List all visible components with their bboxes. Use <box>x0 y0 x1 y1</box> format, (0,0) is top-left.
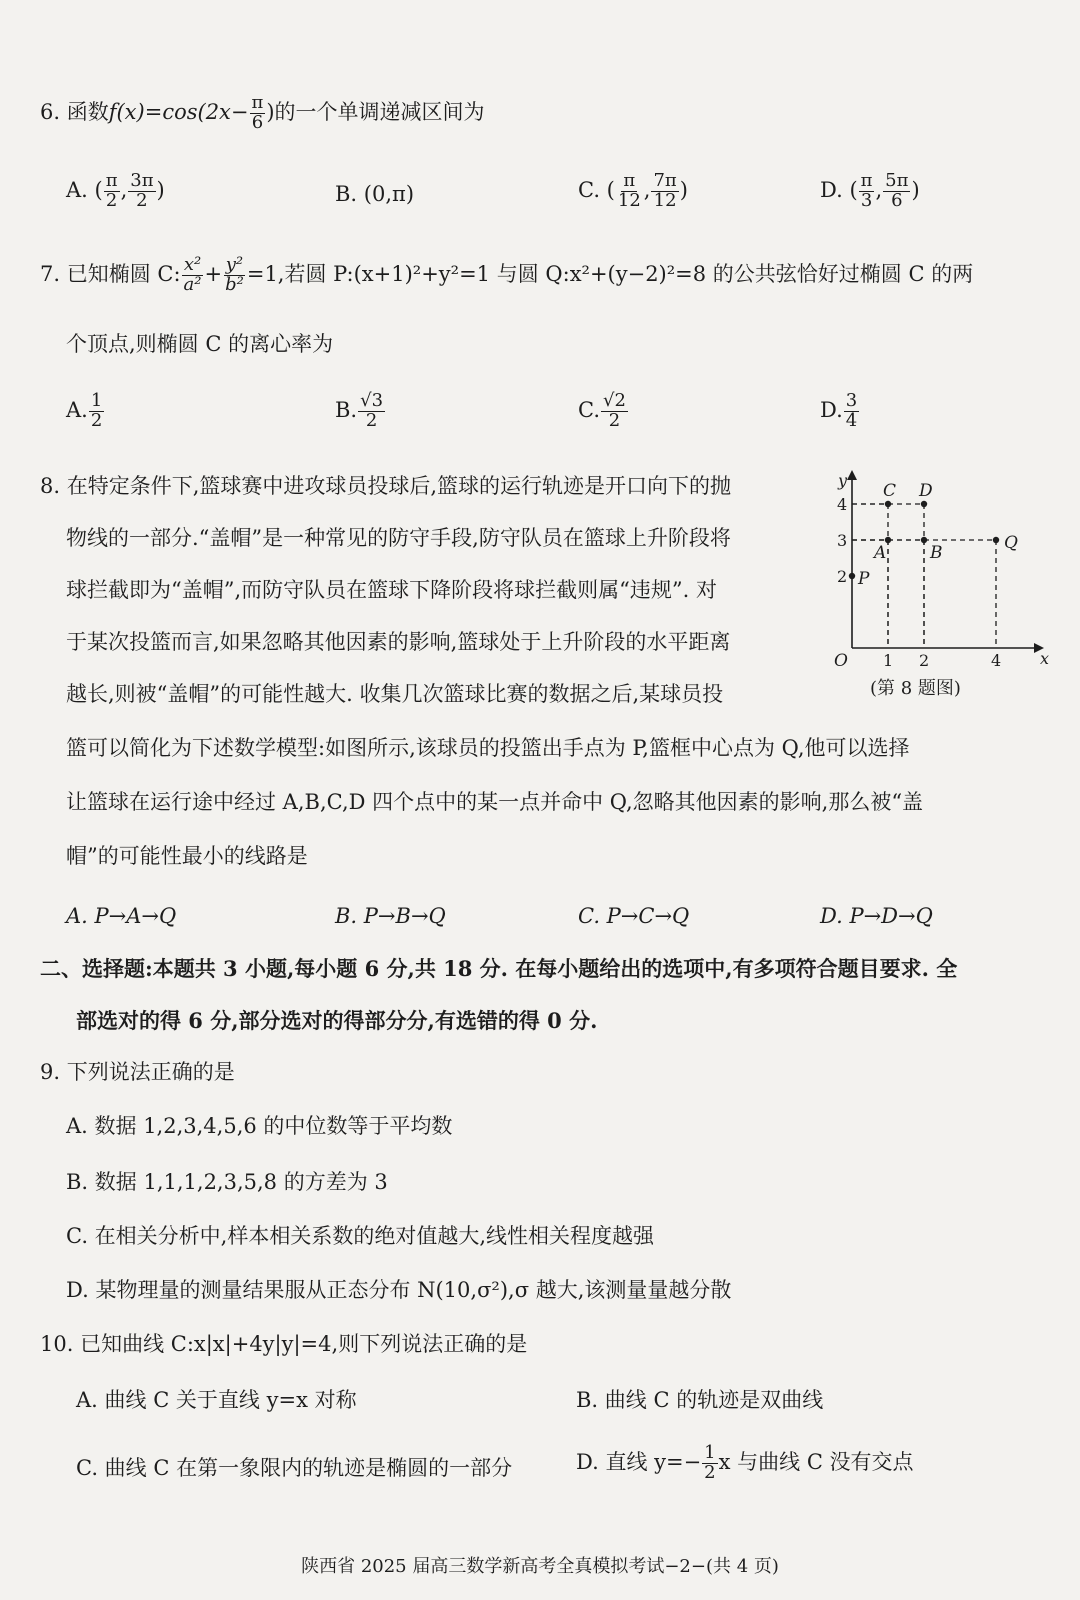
x-tick-4: 4 <box>991 651 1002 670</box>
q9-option-c: C. 在相关分析中,样本相关系数的绝对值越大,线性相关程度越强 <box>66 1224 655 1248</box>
q9-option-b: B. 数据 1,1,1,2,3,5,8 的方差为 3 <box>66 1170 388 1194</box>
figure-caption: (第 8 题图) <box>870 678 961 699</box>
y-tick-2: 2 <box>837 567 848 586</box>
section2-heading: 二、选择题:本题共 3 小题,每小题 6 分,共 18 分. 在每小题给出的选项中,有多项符合题目要求. 全 <box>40 956 958 981</box>
q6-option-d: D. ( $\frac{\pi}{3}$ , $\frac{5\pi}{6}$ ) <box>820 170 920 211</box>
point-Q <box>993 537 999 543</box>
q8-line-2: 物线的一部分.“盖帽”是一种常见的防守手段,防守队员在篮球上升阶段将 <box>66 526 731 550</box>
x-tick-2: 2 <box>919 651 930 670</box>
q6-stem: 6. 函数f(x)=cos(2x− $\frac{\pi}{6}$ )的一个单调递减区间为 <box>40 92 485 133</box>
point-label-Q: Q <box>1004 533 1018 553</box>
point-label-D: D <box>919 481 933 501</box>
point-B <box>921 537 927 543</box>
q8-option-b: B. P→B→Q <box>335 904 446 928</box>
q8-figure <box>830 470 1050 740</box>
section2-heading-line2: 部选对的得 6 分,部分选对的得部分分,有选错的得 0 分. <box>76 1008 598 1033</box>
point-label-C: C <box>883 481 897 501</box>
q10-option-a: A. 曲线 C 关于直线 y=x 对称 <box>76 1388 357 1412</box>
page-footer: 陕西省 2025 届高三数学新高考全真模拟考试−2−(共 4 页) <box>301 1556 779 1577</box>
q6-option-a: A. ( $\frac{\pi}{2}$ , $\frac{3\pi}{2}$ ) <box>66 170 165 211</box>
q8-line-5: 越长,则被“盖帽”的可能性越大. 收集几次篮球比赛的数据之后,某球员投 <box>66 682 724 706</box>
q7-option-d: D. $\frac{3}{4}$ <box>820 390 858 431</box>
q7-stem: 7. 已知椭圆 C: $\frac{\text{x²}}{\text{a²}}$ + $\frac{\text{y²}}{\text{b²}}$ =1,若圆 P:(x+1)²+y²=1 与圆 Q:x²+(y−2)²=8 的公共弦恰好过椭圆 C 的两 <box>40 254 974 295</box>
point-C <box>885 501 891 507</box>
q9-option-d: D. 某物理量的测量结果服从正态分布 N(10,σ²),σ 越大,该测量量越分散 <box>66 1278 732 1302</box>
axis-label-x: x <box>1040 649 1050 668</box>
x-tick-1: 1 <box>883 651 894 670</box>
axis-label-y: y <box>838 471 848 490</box>
q6-option-b: B. (0,π) <box>335 182 415 206</box>
point-label-B: B <box>930 543 943 563</box>
q8-line-1: 8. 在特定条件下,篮球赛中进攻球员投球后,篮球的运行轨迹是开口向下的抛 <box>40 474 732 498</box>
q9-option-a: A. 数据 1,2,3,4,5,6 的中位数等于平均数 <box>66 1114 453 1138</box>
q7-option-b: B. $\frac{√3}{2}$ <box>335 390 384 431</box>
q10-stem: 10. 已知曲线 C:x|x|+4y|y|=4,则下列说法正确的是 <box>40 1332 528 1356</box>
origin-label: O <box>834 651 848 671</box>
q8-line-4: 于某次投篮而言,如果忽略其他因素的影响,篮球处于上升阶段的水平距离 <box>66 630 731 654</box>
q7-option-c: C. $\frac{√2}{2}$ <box>578 390 626 431</box>
q8-option-c: C. P→C→Q <box>578 904 690 928</box>
y-tick-4: 4 <box>837 495 848 514</box>
q10-option-b: B. 曲线 C 的轨迹是双曲线 <box>576 1388 824 1412</box>
q10-option-d: D. 直线 y=− $\frac{1}{2}$ x 与曲线 C 没有交点 <box>576 1442 914 1483</box>
q6-pi-over-6: $\frac{\pi}{6}$ <box>251 92 264 133</box>
y-axis-arrow <box>847 470 857 480</box>
q7-stem-line2: 个顶点,则椭圆 C 的离心率为 <box>66 332 334 356</box>
q8-option-d: D. P→D→Q <box>820 904 933 928</box>
point-label-P: P <box>858 569 870 589</box>
q8-option-a: A. P→A→Q <box>66 904 177 928</box>
q10-option-c: C. 曲线 C 在第一象限内的轨迹是椭圆的一部分 <box>76 1456 513 1480</box>
q8-line-6: 篮可以简化为下述数学模型:如图所示,该球员的投篮出手点为 P,篮框中心点为 Q,他可以选择 <box>66 736 910 760</box>
point-P <box>849 573 855 579</box>
point-label-A: A <box>874 543 887 563</box>
q7-option-a: A. $\frac{1}{2}$ <box>66 390 103 431</box>
y-tick-3: 3 <box>837 531 848 550</box>
q9-stem: 9. 下列说法正确的是 <box>40 1060 235 1084</box>
q8-line-8: 帽”的可能性最小的线路是 <box>66 844 308 868</box>
point-D <box>921 501 927 507</box>
q8-line-7: 让篮球在运行途中经过 A,B,C,D 四个点中的某一点并命中 Q,忽略其他因素的影响,那么被“盖 <box>66 790 924 814</box>
q6-option-c: C. ( $\frac{\pi}{12}$ , $\frac{7\pi}{12}$ ) <box>578 170 688 211</box>
q8-line-3: 球拦截即为“盖帽”,而防守队员在篮球下降阶段将球拦截则属“违规”. 对 <box>66 578 717 602</box>
